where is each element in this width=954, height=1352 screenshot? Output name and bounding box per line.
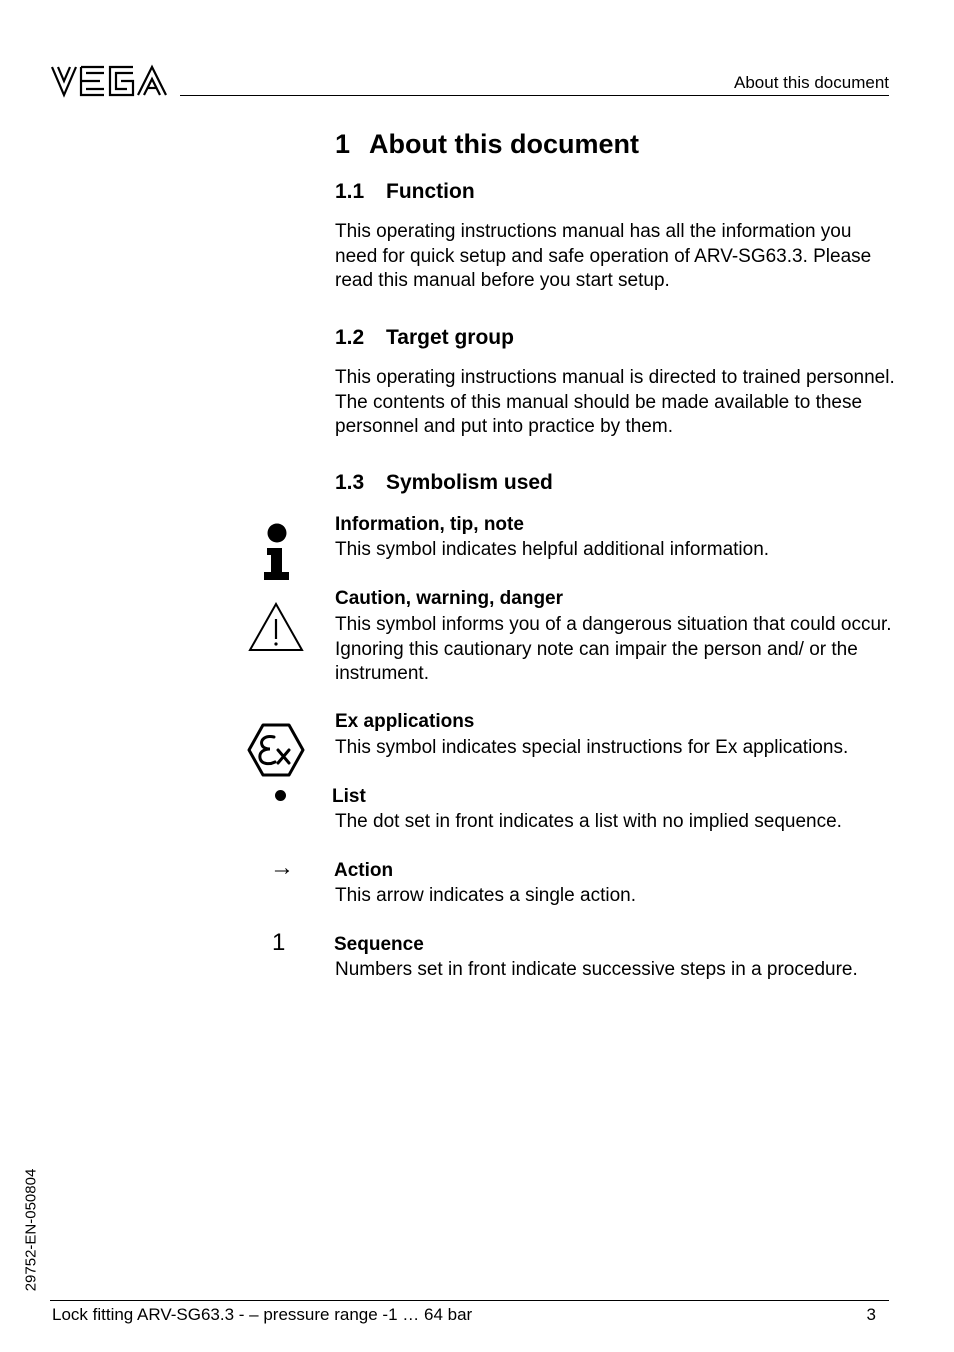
information-icon bbox=[262, 523, 292, 581]
function-paragraph: This operating instructions manual has all the information you need for quick setup and safe operation of ARV-SG63.3. Please read this manual before you start setup. bbox=[335, 221, 872, 291]
subsection-title: Target group bbox=[386, 326, 514, 349]
subsection-title: Symbolism used bbox=[386, 471, 553, 494]
subsection-heading-function bbox=[335, 180, 475, 204]
symbol-text-sequence: Numbers set in front indicate successive steps in a procedure. bbox=[335, 959, 858, 980]
symbol-title-list: List bbox=[332, 786, 366, 807]
symbol-text-information: This symbol indicates helpful additional information. bbox=[335, 539, 770, 560]
subsection-number: 1.3 bbox=[335, 471, 365, 494]
symbol-text-ex: This symbol indicates special instructions for Ex applications. bbox=[335, 737, 849, 758]
subsection-heading-symbolism bbox=[335, 471, 553, 495]
footer-rule bbox=[50, 1300, 889, 1301]
section-heading bbox=[335, 129, 639, 160]
symbol-title-warning: Caution, warning, danger bbox=[335, 588, 564, 609]
subsection-title: Function bbox=[386, 180, 475, 203]
target-group-paragraph: This operating instructions manual is directed to trained personnel. The contents of this manual should be made available to these personnel and put into practice by them. bbox=[335, 367, 895, 437]
subsection-number: 1.2 bbox=[335, 326, 365, 349]
subsection-number: 1.1 bbox=[335, 180, 365, 203]
symbol-title-action: Action bbox=[334, 860, 394, 881]
ex-hexagon-icon bbox=[247, 723, 305, 777]
header-rule bbox=[180, 95, 889, 96]
warning-triangle-icon bbox=[248, 602, 304, 652]
sequence-number-marker: 1 bbox=[272, 929, 286, 956]
subsection-heading-target-group bbox=[335, 326, 514, 350]
symbol-text-action: This arrow indicates a single action. bbox=[335, 885, 636, 906]
symbol-text-list: The dot set in front indicates a list with no implied sequence. bbox=[335, 811, 842, 832]
section-title: About this document bbox=[369, 129, 639, 159]
bullet-dot-icon bbox=[275, 790, 286, 801]
page-number: 3 bbox=[866, 1305, 876, 1324]
symbol-title-ex: Ex applications bbox=[335, 711, 475, 732]
footer-title: Lock fitting ARV-SG63.3 - – pressure range -1 … 64 bar bbox=[52, 1305, 473, 1324]
symbol-title-sequence: Sequence bbox=[334, 934, 424, 955]
document-code: 29752-EN-050804 bbox=[22, 1168, 40, 1292]
symbol-title-information: Information, tip, note bbox=[335, 514, 524, 535]
section-number: 1 bbox=[335, 129, 351, 159]
running-header-title: About this document bbox=[734, 73, 889, 92]
vega-logo bbox=[50, 64, 168, 98]
symbol-text-warning: This symbol informs you of a dangerous situation that could occur. Ignoring this cautionary note can impair the person and/ or the instrument. bbox=[335, 614, 892, 684]
arrow-right-icon: → bbox=[270, 854, 294, 881]
